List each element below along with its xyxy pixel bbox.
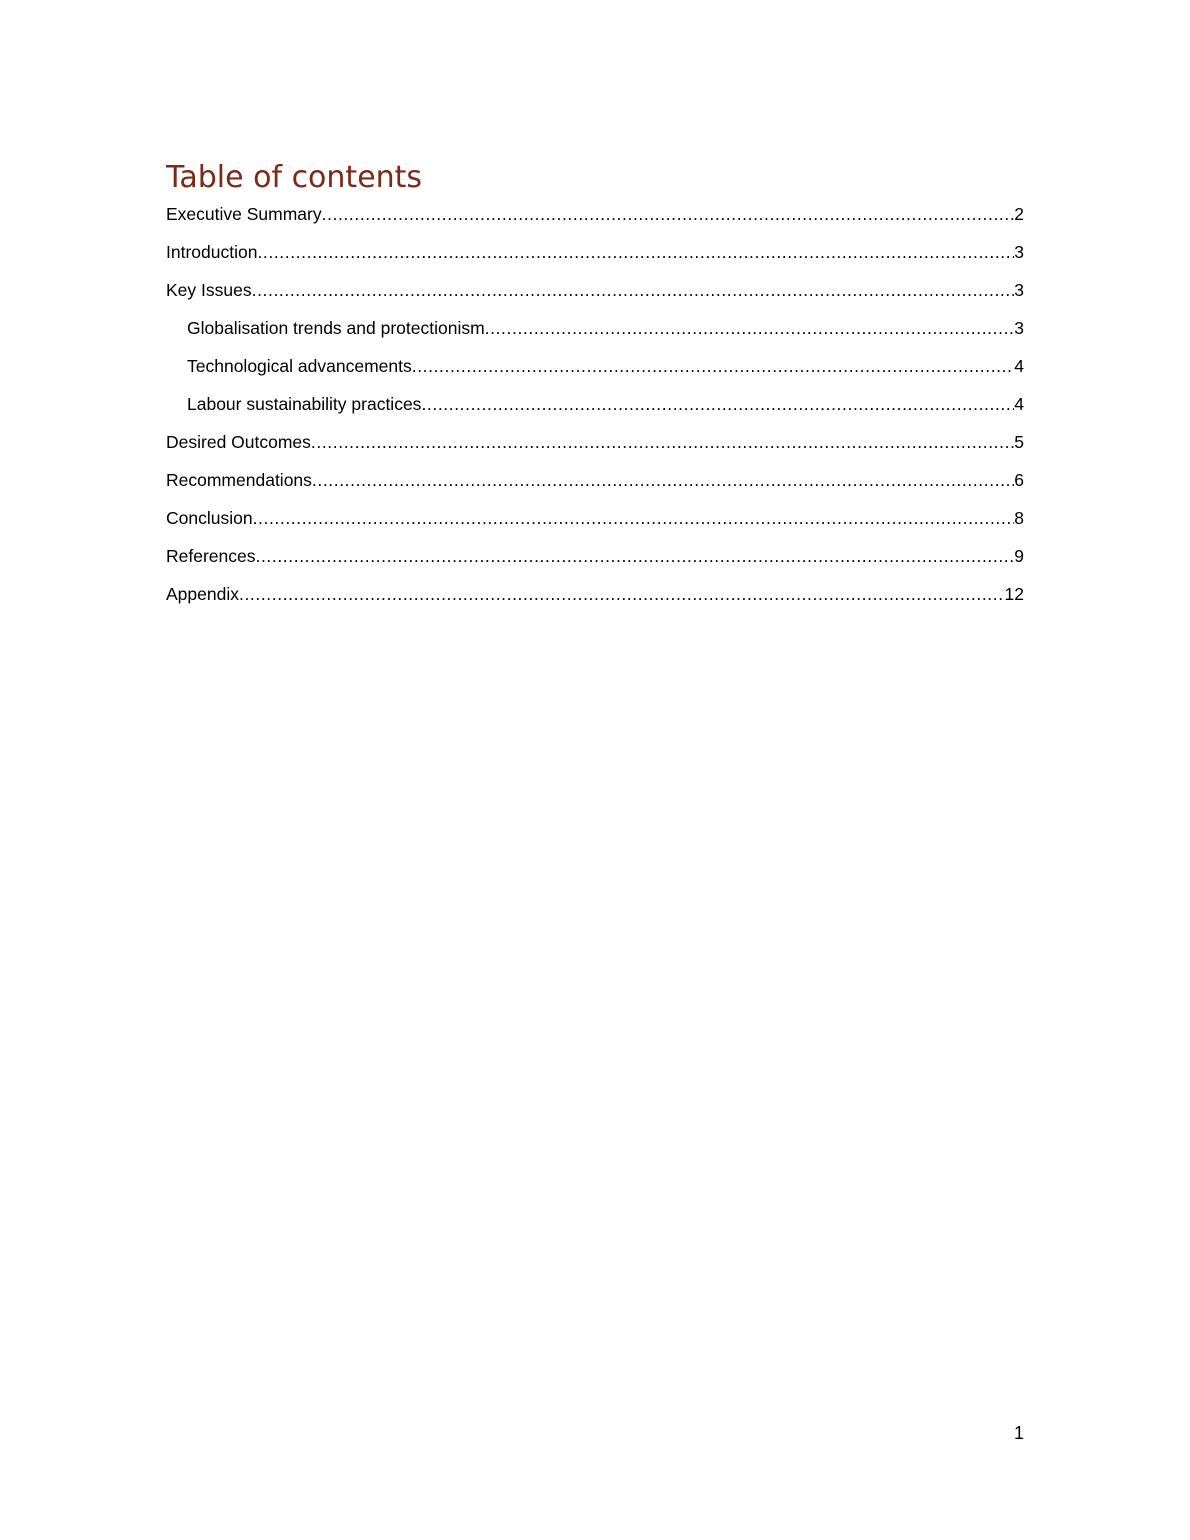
toc-entry-page: 8 xyxy=(1014,508,1024,528)
toc-entry-label: Technological advancements xyxy=(187,356,412,376)
toc-entry-page: 9 xyxy=(1014,546,1024,566)
toc-dot-leader xyxy=(322,201,1015,227)
toc-dot-leader xyxy=(253,505,1015,531)
toc-entry-label: Executive Summary xyxy=(166,204,322,224)
toc-entry-label: Key Issues xyxy=(166,280,252,300)
toc-entry-introduction[interactable] xyxy=(166,239,1024,277)
toc-entry-label: Introduction xyxy=(166,242,258,262)
toc-entry-page: 3 xyxy=(1014,242,1024,262)
toc-entry-page: 12 xyxy=(1004,584,1024,604)
toc-entry-label: References xyxy=(166,546,256,566)
toc-entry-page: 4 xyxy=(1014,356,1024,376)
toc-dot-leader xyxy=(239,581,1005,607)
toc-dot-leader xyxy=(257,239,1014,265)
toc-entry-page: 4 xyxy=(1014,394,1024,414)
toc-entry-label: Desired Outcomes xyxy=(166,432,311,452)
toc-entry-recommendations[interactable] xyxy=(166,467,1024,505)
toc-dot-leader xyxy=(421,391,1014,417)
toc-entry-page: 3 xyxy=(1014,280,1024,300)
toc-entry-label: Recommendations xyxy=(166,470,312,490)
page-number: 1 xyxy=(1013,1423,1024,1443)
toc-entry-label: Conclusion xyxy=(166,508,253,528)
toc-title: Table of contents xyxy=(166,160,423,195)
toc-entry-label: Appendix xyxy=(166,584,239,604)
table-of-contents xyxy=(166,201,1024,619)
toc-dot-leader xyxy=(252,277,1015,303)
toc-entry-label: Globalisation trends and protectionism xyxy=(187,318,485,338)
toc-dot-leader xyxy=(256,543,1015,569)
toc-entry-appendix[interactable] xyxy=(166,581,1024,619)
toc-dot-leader xyxy=(412,353,1015,379)
toc-entry-labour-sustainability[interactable] xyxy=(166,391,1024,429)
toc-entry-page: 6 xyxy=(1014,470,1024,490)
toc-entry-label: Labour sustainability practices xyxy=(187,394,422,414)
toc-entry-page: 5 xyxy=(1014,432,1024,452)
toc-dot-leader xyxy=(312,467,1014,493)
toc-entry-page: 3 xyxy=(1014,318,1024,338)
toc-entry-key-issues[interactable] xyxy=(166,277,1024,315)
toc-entry-technological-advancements[interactable] xyxy=(166,353,1024,391)
toc-entry-executive-summary[interactable] xyxy=(166,201,1024,239)
toc-dot-leader xyxy=(311,429,1014,455)
toc-entry-references[interactable] xyxy=(166,543,1024,581)
toc-entry-page: 2 xyxy=(1014,204,1024,224)
toc-entry-desired-outcomes[interactable] xyxy=(166,429,1024,467)
toc-entry-conclusion[interactable] xyxy=(166,505,1024,543)
toc-dot-leader xyxy=(485,315,1015,341)
toc-entry-globalisation-trends[interactable] xyxy=(166,315,1024,353)
